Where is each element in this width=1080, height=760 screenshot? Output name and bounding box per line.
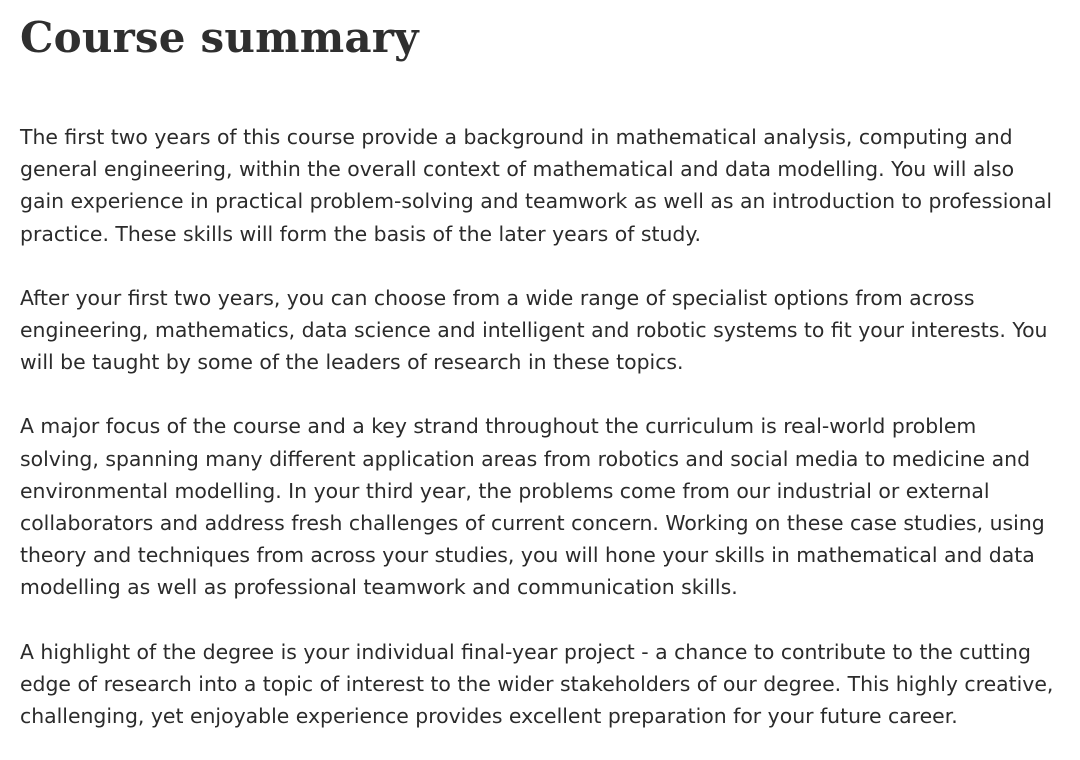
course-summary-section <box>20 0 1060 732</box>
summary-paragraph-3: A major focus of the course and a key strand throughout the curriculum is real-world problem solving, spanning many different application areas from robotics and social media to medicine and environmental modelling. In your third year, the problems come from our industrial or external collaborators and address fresh challenges of current concern. Working on these case studies, using theory and techniques from across your studies, you will hone your skills in mathematical and data modelling as well as professional teamwork and communication skills. <box>20 414 1045 600</box>
summary-paragraph-1: The first two years of this course provide a background in mathematical analysis, computing and general engineering, within the overall context of mathematical and data modelling. You will also gain experience in practical problem-solving and teamwork as well as an introduction to professional practice. These skills will form the basis of the later years of study. <box>20 125 1053 246</box>
summary-paragraph-4: A highlight of the degree is your individual final-year project - a chance to contribute to the cutting edge of research into a topic of interest to the wider stakeholders of our degree. This highly creative, challenging, yet enjoyable experience provides excellent preparation for your future career. <box>20 639 1054 729</box>
page-title: Course summary <box>20 13 419 62</box>
summary-paragraph-2: After your first two years, you can choose from a wide range of specialist options from across engineering, mathematics, data science and intelligent and robotic systems to fit your interests. You will be taught by some of the leaders of research in these topics. <box>20 285 1048 375</box>
